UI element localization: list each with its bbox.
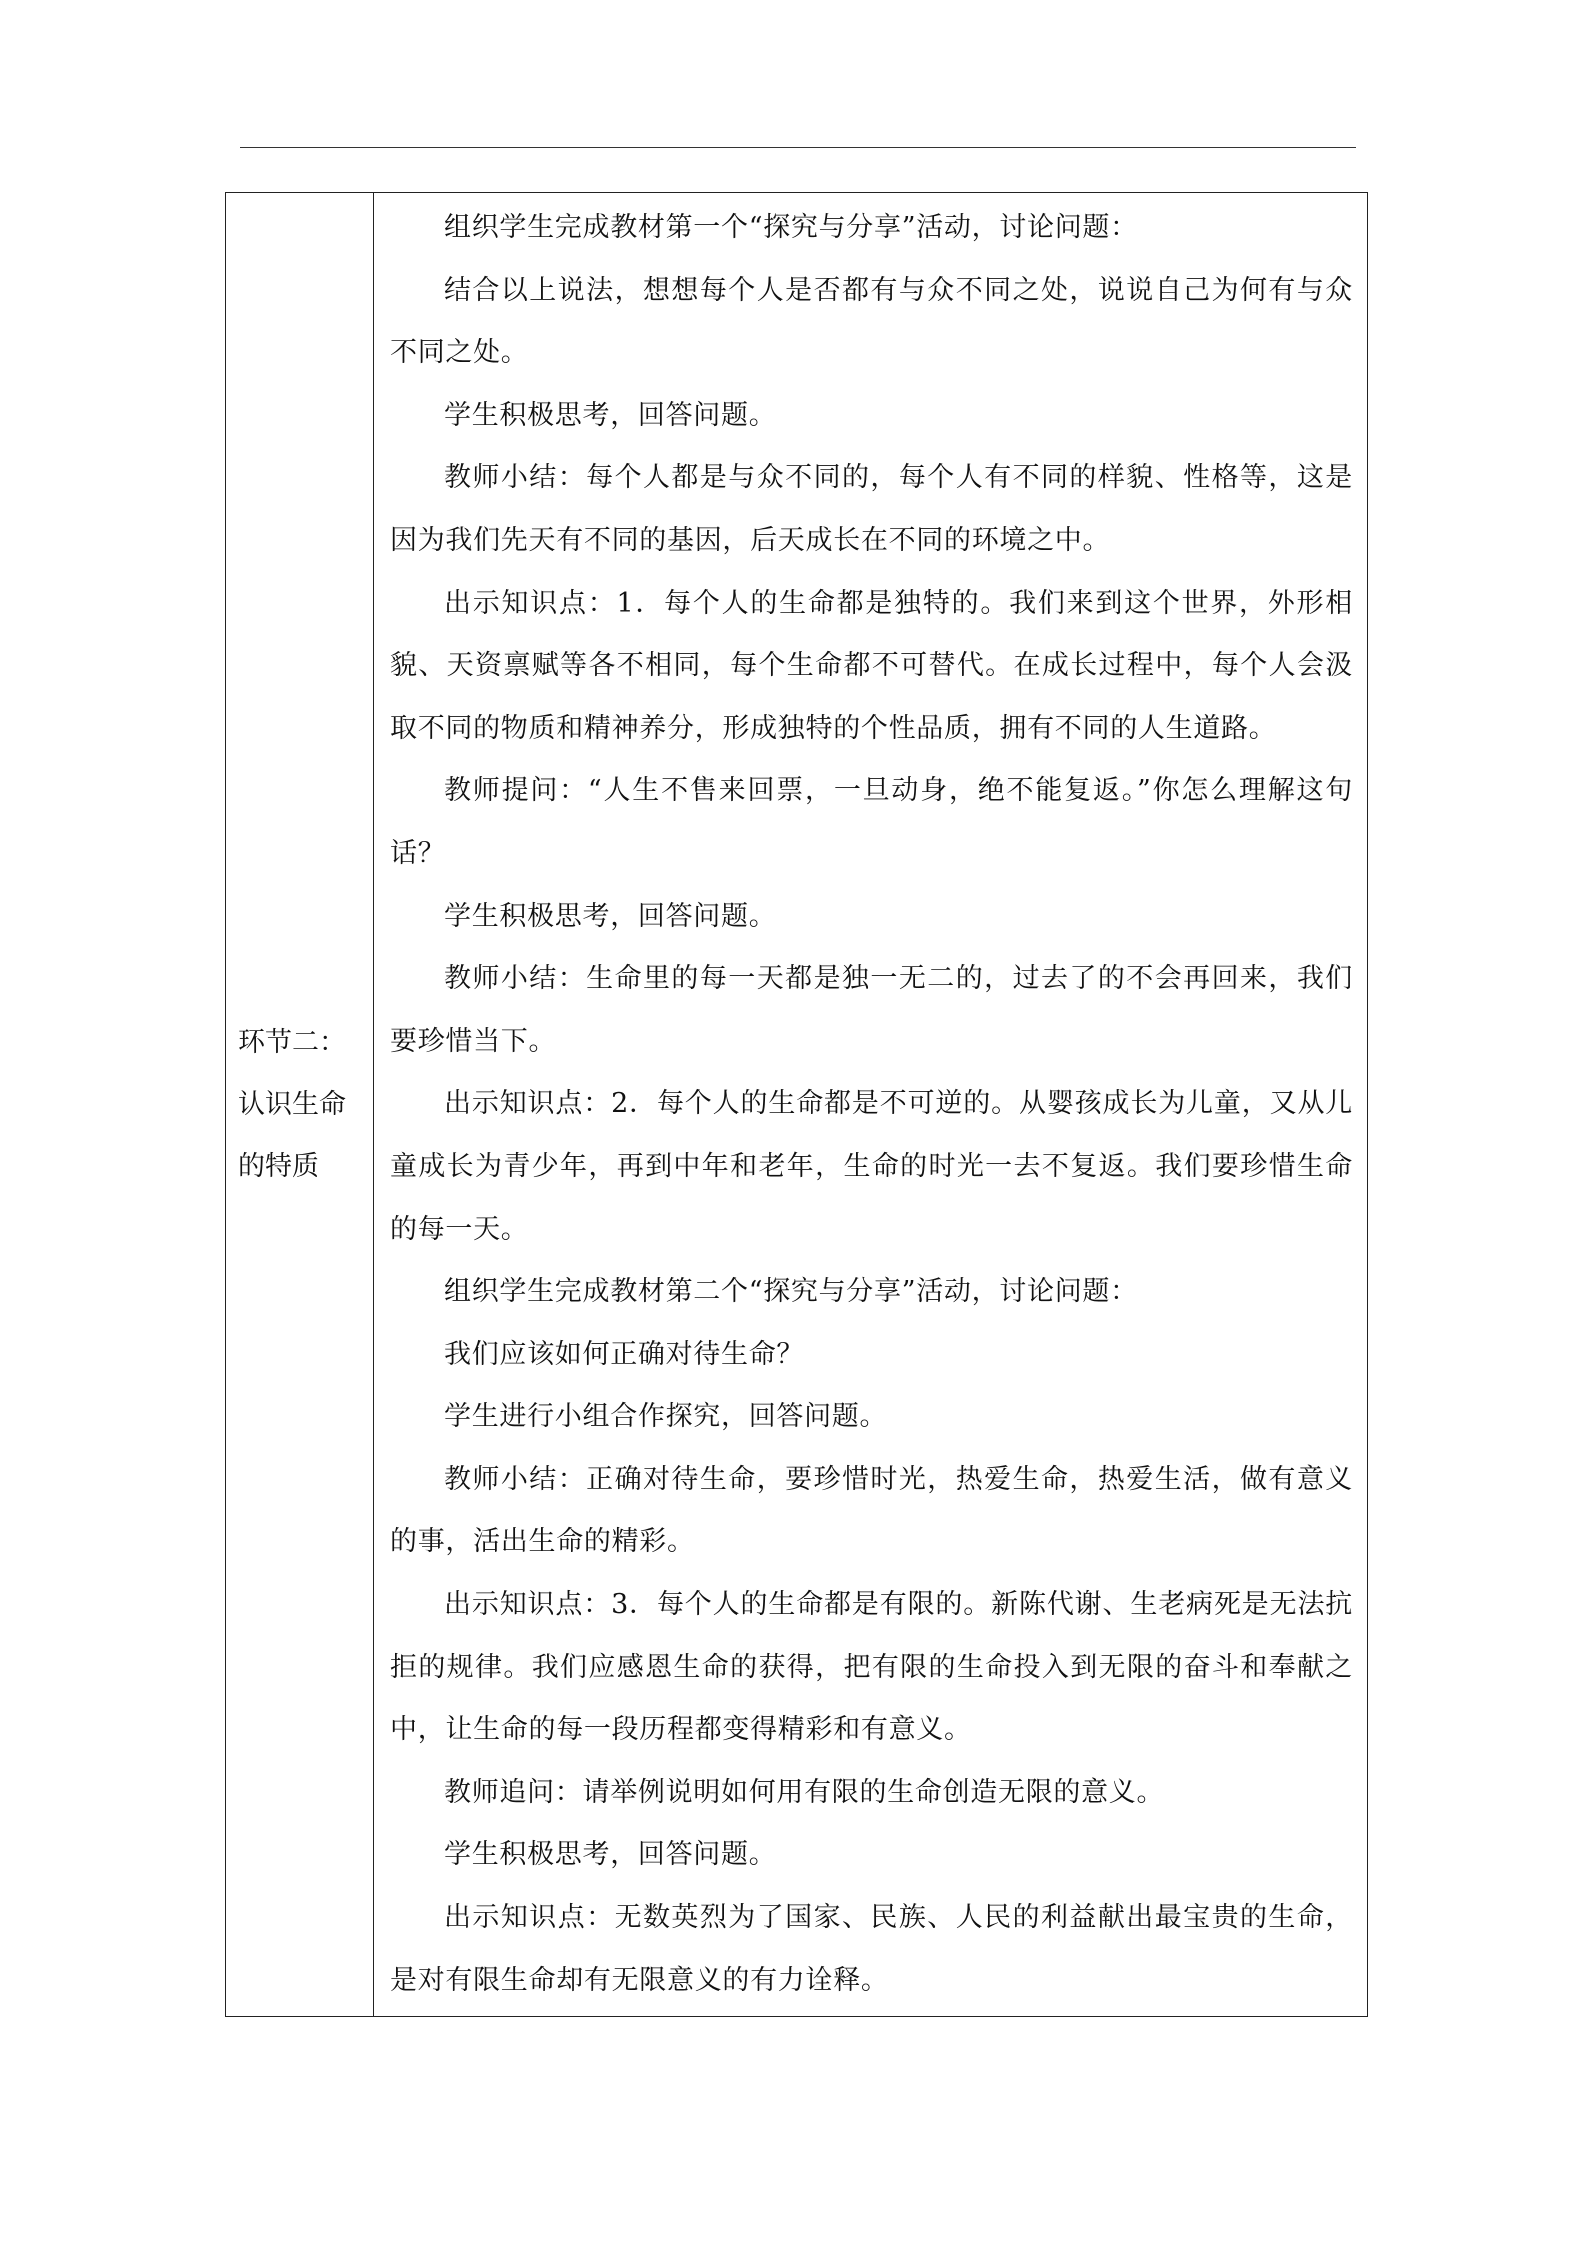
knowledge-point: 出示知识点：2．每个人的生命都是不可逆的。从婴孩成长为儿童，又从儿童成长为青少年，再到中年和老年，生命的时光一去不复返。我们要珍惜生命的每一天。 (390, 1088, 1353, 1245)
student-activity: 学生积极思考，回答问题。 (444, 1839, 777, 1871)
teacher-follow-up-question: 教师追问：请举例说明如何用有限的生命创造无限的意义。 (444, 1776, 1165, 1808)
stage-label-line: 环节二： (238, 1026, 346, 1058)
stage-label-line: 的特质 (238, 1150, 319, 1182)
table-row (226, 193, 1368, 2017)
discussion-question: 我们应该如何正确对待生命？ (444, 1338, 805, 1370)
stage-cell (226, 193, 374, 2017)
knowledge-point: 出示知识点：3．每个人的生命都是有限的。新陈代谢、生老病死是无法抗拒的规律。我们应感恩生命的获得，把有限的生命投入到无限的奋斗和奉献之中，让生命的每一段历程都变得精彩和有意义。 (390, 1589, 1353, 1746)
teacher-summary: 教师小结：生命里的每一天都是独一无二的，过去了的不会再回来，我们要珍惜当下。 (390, 963, 1353, 1057)
discussion-question: 结合以上说法，想想每个人是否都有与众不同之处，说说自己为何有与众不同之处。 (390, 274, 1353, 369)
content-cell (374, 193, 1368, 2017)
knowledge-point: 出示知识点：1．每个人的生命都是独特的。我们来到这个世界，外形相貌、天资禀赋等各不相同，每个生命都不可替代。在成长过程中，每个人会汲取不同的物质和精神养分，形成独特的个性品质，拥有不同的人生道路。 (390, 587, 1353, 744)
teacher-question: 教师提问：“人生不售来回票，一旦动身，绝不能复返。”你怎么理解这句话？ (390, 775, 1353, 869)
activity-instruction: 组织学生完成教材第一个“探究与分享”活动，讨论问题： (444, 212, 1138, 243)
header-rule (240, 147, 1356, 148)
student-activity: 学生积极思考，回答问题。 (444, 399, 777, 431)
lesson-plan-table (225, 192, 1368, 2017)
student-activity: 学生积极思考，回答问题。 (444, 900, 777, 932)
student-activity: 学生进行小组合作探究，回答问题。 (444, 1401, 888, 1433)
teacher-summary: 教师小结：正确对待生命，要珍惜时光，热爱生命，热爱生活，做有意义的事，活出生命的精彩。 (390, 1463, 1353, 1558)
knowledge-point: 出示知识点：无数英烈为了国家、民族、人民的利益献出最宝贵的生命，是对有限生命却有无限意义的有力诠释。 (390, 1902, 1353, 1996)
stage-label-line: 认识生命 (238, 1088, 346, 1120)
teacher-summary: 教师小结：每个人都是与众不同的，每个人有不同的样貌、性格等，这是因为我们先天有不同的基因，后天成长在不同的环境之中。 (390, 462, 1353, 556)
activity-instruction: 组织学生完成教材第二个“探究与分享”活动，讨论问题： (444, 1276, 1138, 1308)
